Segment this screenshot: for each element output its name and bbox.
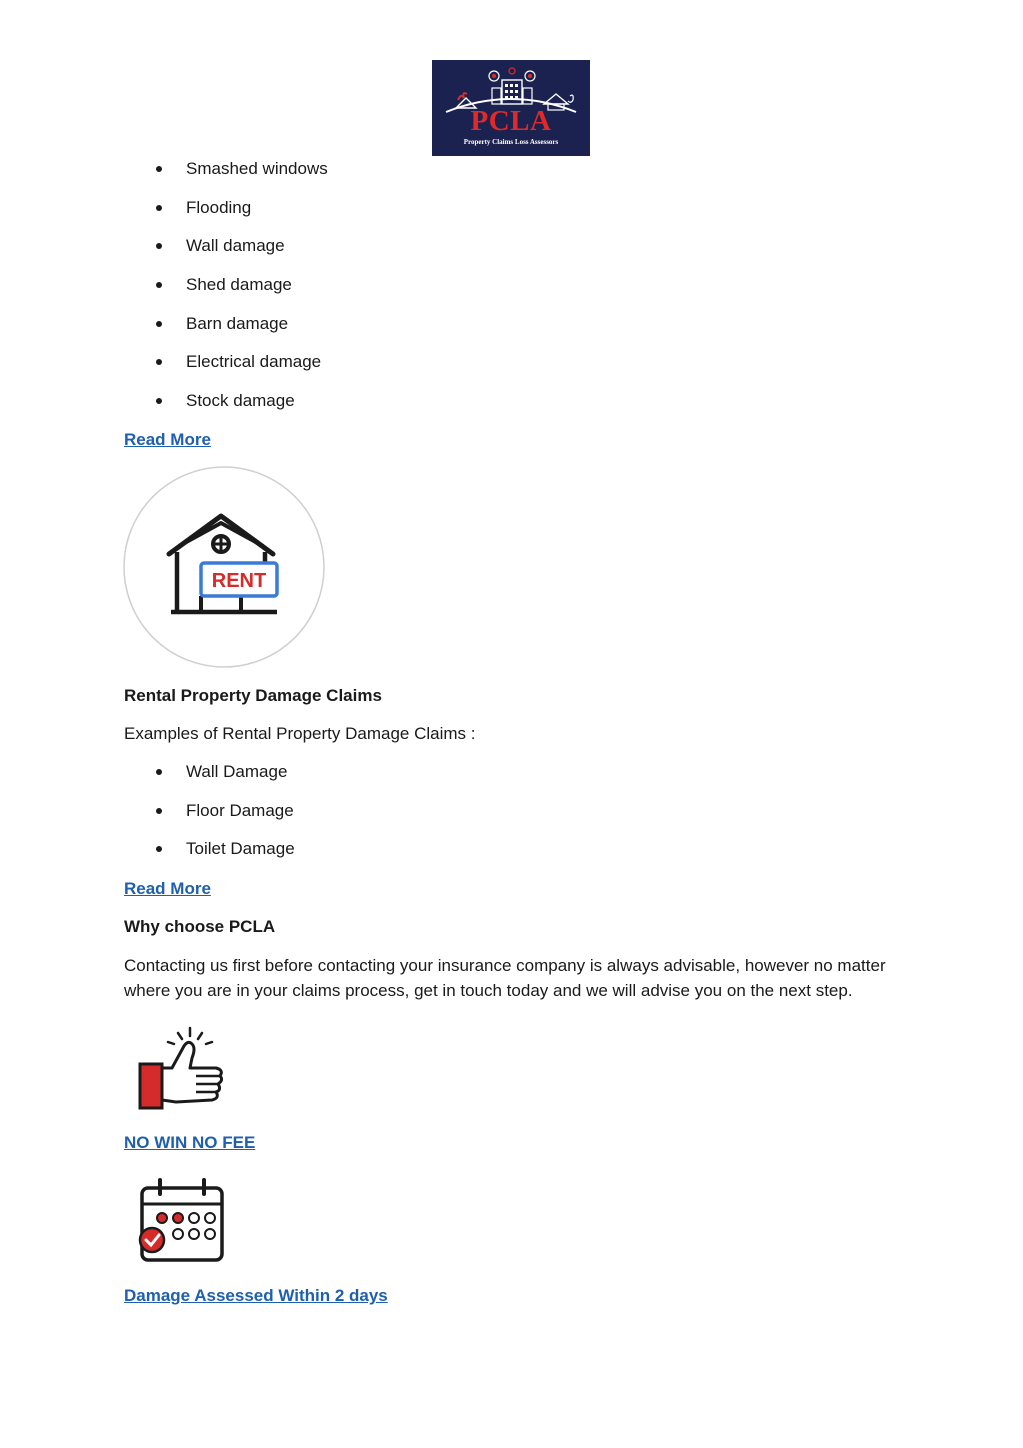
bullet-icon: [156, 282, 162, 288]
list-item: Smashed windows: [124, 158, 328, 197]
list-item: Stock damage: [124, 390, 328, 429]
bullet-icon: [156, 205, 162, 211]
read-more-link[interactable]: Read More: [124, 879, 211, 898]
bullet-icon: [156, 846, 162, 852]
list-item: Shed damage: [124, 274, 328, 313]
logo-tagline: Property Claims Loss Assessors: [463, 138, 559, 146]
list-item: Wall damage: [124, 235, 328, 274]
list-item: Electrical damage: [124, 351, 328, 390]
logo-wordmark: PCLA: [470, 105, 552, 137]
no-win-no-fee-link[interactable]: NO WIN NO FEE: [124, 1133, 256, 1152]
damage-assessed-link[interactable]: Damage Assessed Within 2 days: [124, 1286, 388, 1305]
bullet-icon: [156, 359, 162, 365]
rental-damage-list: [124, 761, 295, 877]
damage-list: [124, 158, 328, 429]
bullet-icon: [156, 808, 162, 814]
list-item: Flooding: [124, 197, 328, 236]
read-more-link[interactable]: Read More: [124, 430, 211, 449]
bullet-icon: [156, 243, 162, 249]
calendar-check-icon: [136, 1176, 228, 1266]
bullet-icon: [156, 166, 162, 172]
list-item: Wall Damage: [124, 761, 295, 800]
pcla-logo: [432, 60, 590, 156]
why-heading: Why choose PCLA: [124, 917, 276, 936]
list-item: Barn damage: [124, 313, 328, 352]
bullet-icon: [156, 398, 162, 404]
rent-house-icon: [123, 466, 325, 668]
rent-sign-label: RENT: [211, 570, 267, 592]
list-item: Floor Damage: [124, 800, 295, 839]
rental-heading: Rental Property Damage Claims: [124, 686, 382, 705]
bullet-icon: [156, 321, 162, 327]
thumbs-up-icon: [136, 1024, 228, 1112]
list-item: Toilet Damage: [124, 838, 295, 877]
why-body: Contacting us first before contacting your insurance company is always advisable, however no matter where you are in your claims process, get in touch today and we will advise you on the next step.: [124, 956, 886, 1000]
rental-intro: Examples of Rental Property Damage Claims :: [124, 724, 476, 743]
bullet-icon: [156, 769, 162, 775]
